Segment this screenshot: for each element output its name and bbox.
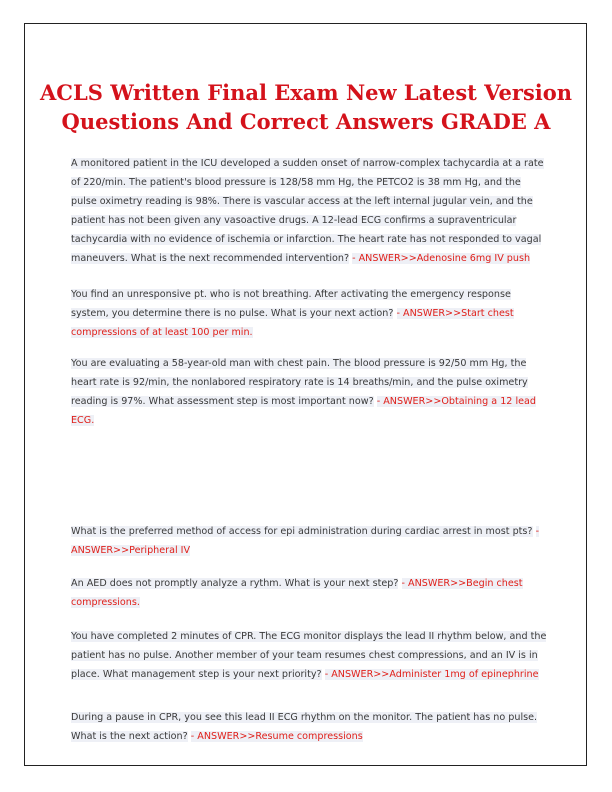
answer-text: - ANSWER>>Resume compressions xyxy=(190,731,363,742)
qa-item-2 xyxy=(71,285,547,342)
question-text: You are evaluating a 58-year-old man with chest pain. The blood pressure is 92/50 mm Hg, the heart rate is 92/min, the nonlabored respiratory rate is 14 breaths/min, and the pulse oximetry reading is 97%. What assessment step is most important now? xyxy=(71,358,528,407)
document-title xyxy=(30,78,582,136)
qa-item-4 xyxy=(71,522,547,560)
question-text: An AED does not promptly analyze a rythm. What is your next step? xyxy=(71,578,399,589)
answer-text: - ANSWER>>Begin chest compressions. xyxy=(71,578,523,608)
question-text: A monitored patient in the ICU developed a sudden onset of narrow-complex tachycardia at a rate of 220/min. The patient's blood pressure is 128/58 mm Hg, the PETCO2 is 38 mm Hg, and the pulse oximetry reading is 98%. There is vascular access at the left internal jugular vein, and the patient has not been given any vasoactive drugs. A 12-lead ECG confirms a supraventricular tachycardia with no evidence of ischemia or infarction. The heart rate has not responded to vagal maneuvers. What is the next recommended intervention? xyxy=(71,158,544,264)
answer-text: - ANSWER>>Administer 1mg of epinephrine xyxy=(324,669,539,680)
question-text: You find an unresponsive pt. who is not breathing. After activating the emergency response system, you determine there is no pulse. What is your next action? xyxy=(71,289,511,319)
answer-text: - ANSWER>>Adenosine 6mg IV push xyxy=(352,253,531,264)
title-line-2: Questions And Correct Answers GRADE A xyxy=(61,109,551,134)
qa-item-1 xyxy=(71,154,547,268)
question-text: You have completed 2 minutes of CPR. The ECG monitor displays the lead II rhythm below, and the patient has no pulse. Another member of your team resumes chest compressions, and an IV is in place. What management step is your next priority? xyxy=(71,631,547,680)
qa-item-6 xyxy=(71,627,547,684)
question-text: During a pause in CPR, you see this lead II ECG rhythm on the monitor. The patient has no pulse. What is the next action? xyxy=(71,712,538,742)
qa-item-5 xyxy=(71,574,547,612)
question-text: What is the preferred method of access for epi administration during cardiac arrest in most pts? xyxy=(71,526,533,537)
qa-item-7 xyxy=(71,708,547,746)
qa-item-3 xyxy=(71,354,547,430)
title-line-1: ACLS Written Final Exam New Latest Version xyxy=(39,80,573,105)
answer-text: - ANSWER>>Obtaining a 12 lead ECG. xyxy=(71,396,537,426)
answer-text: - ANSWER>>Peripheral IV xyxy=(71,526,540,556)
answer-text: - ANSWER>>Start chest compressions of at least 100 per min. xyxy=(71,308,514,338)
